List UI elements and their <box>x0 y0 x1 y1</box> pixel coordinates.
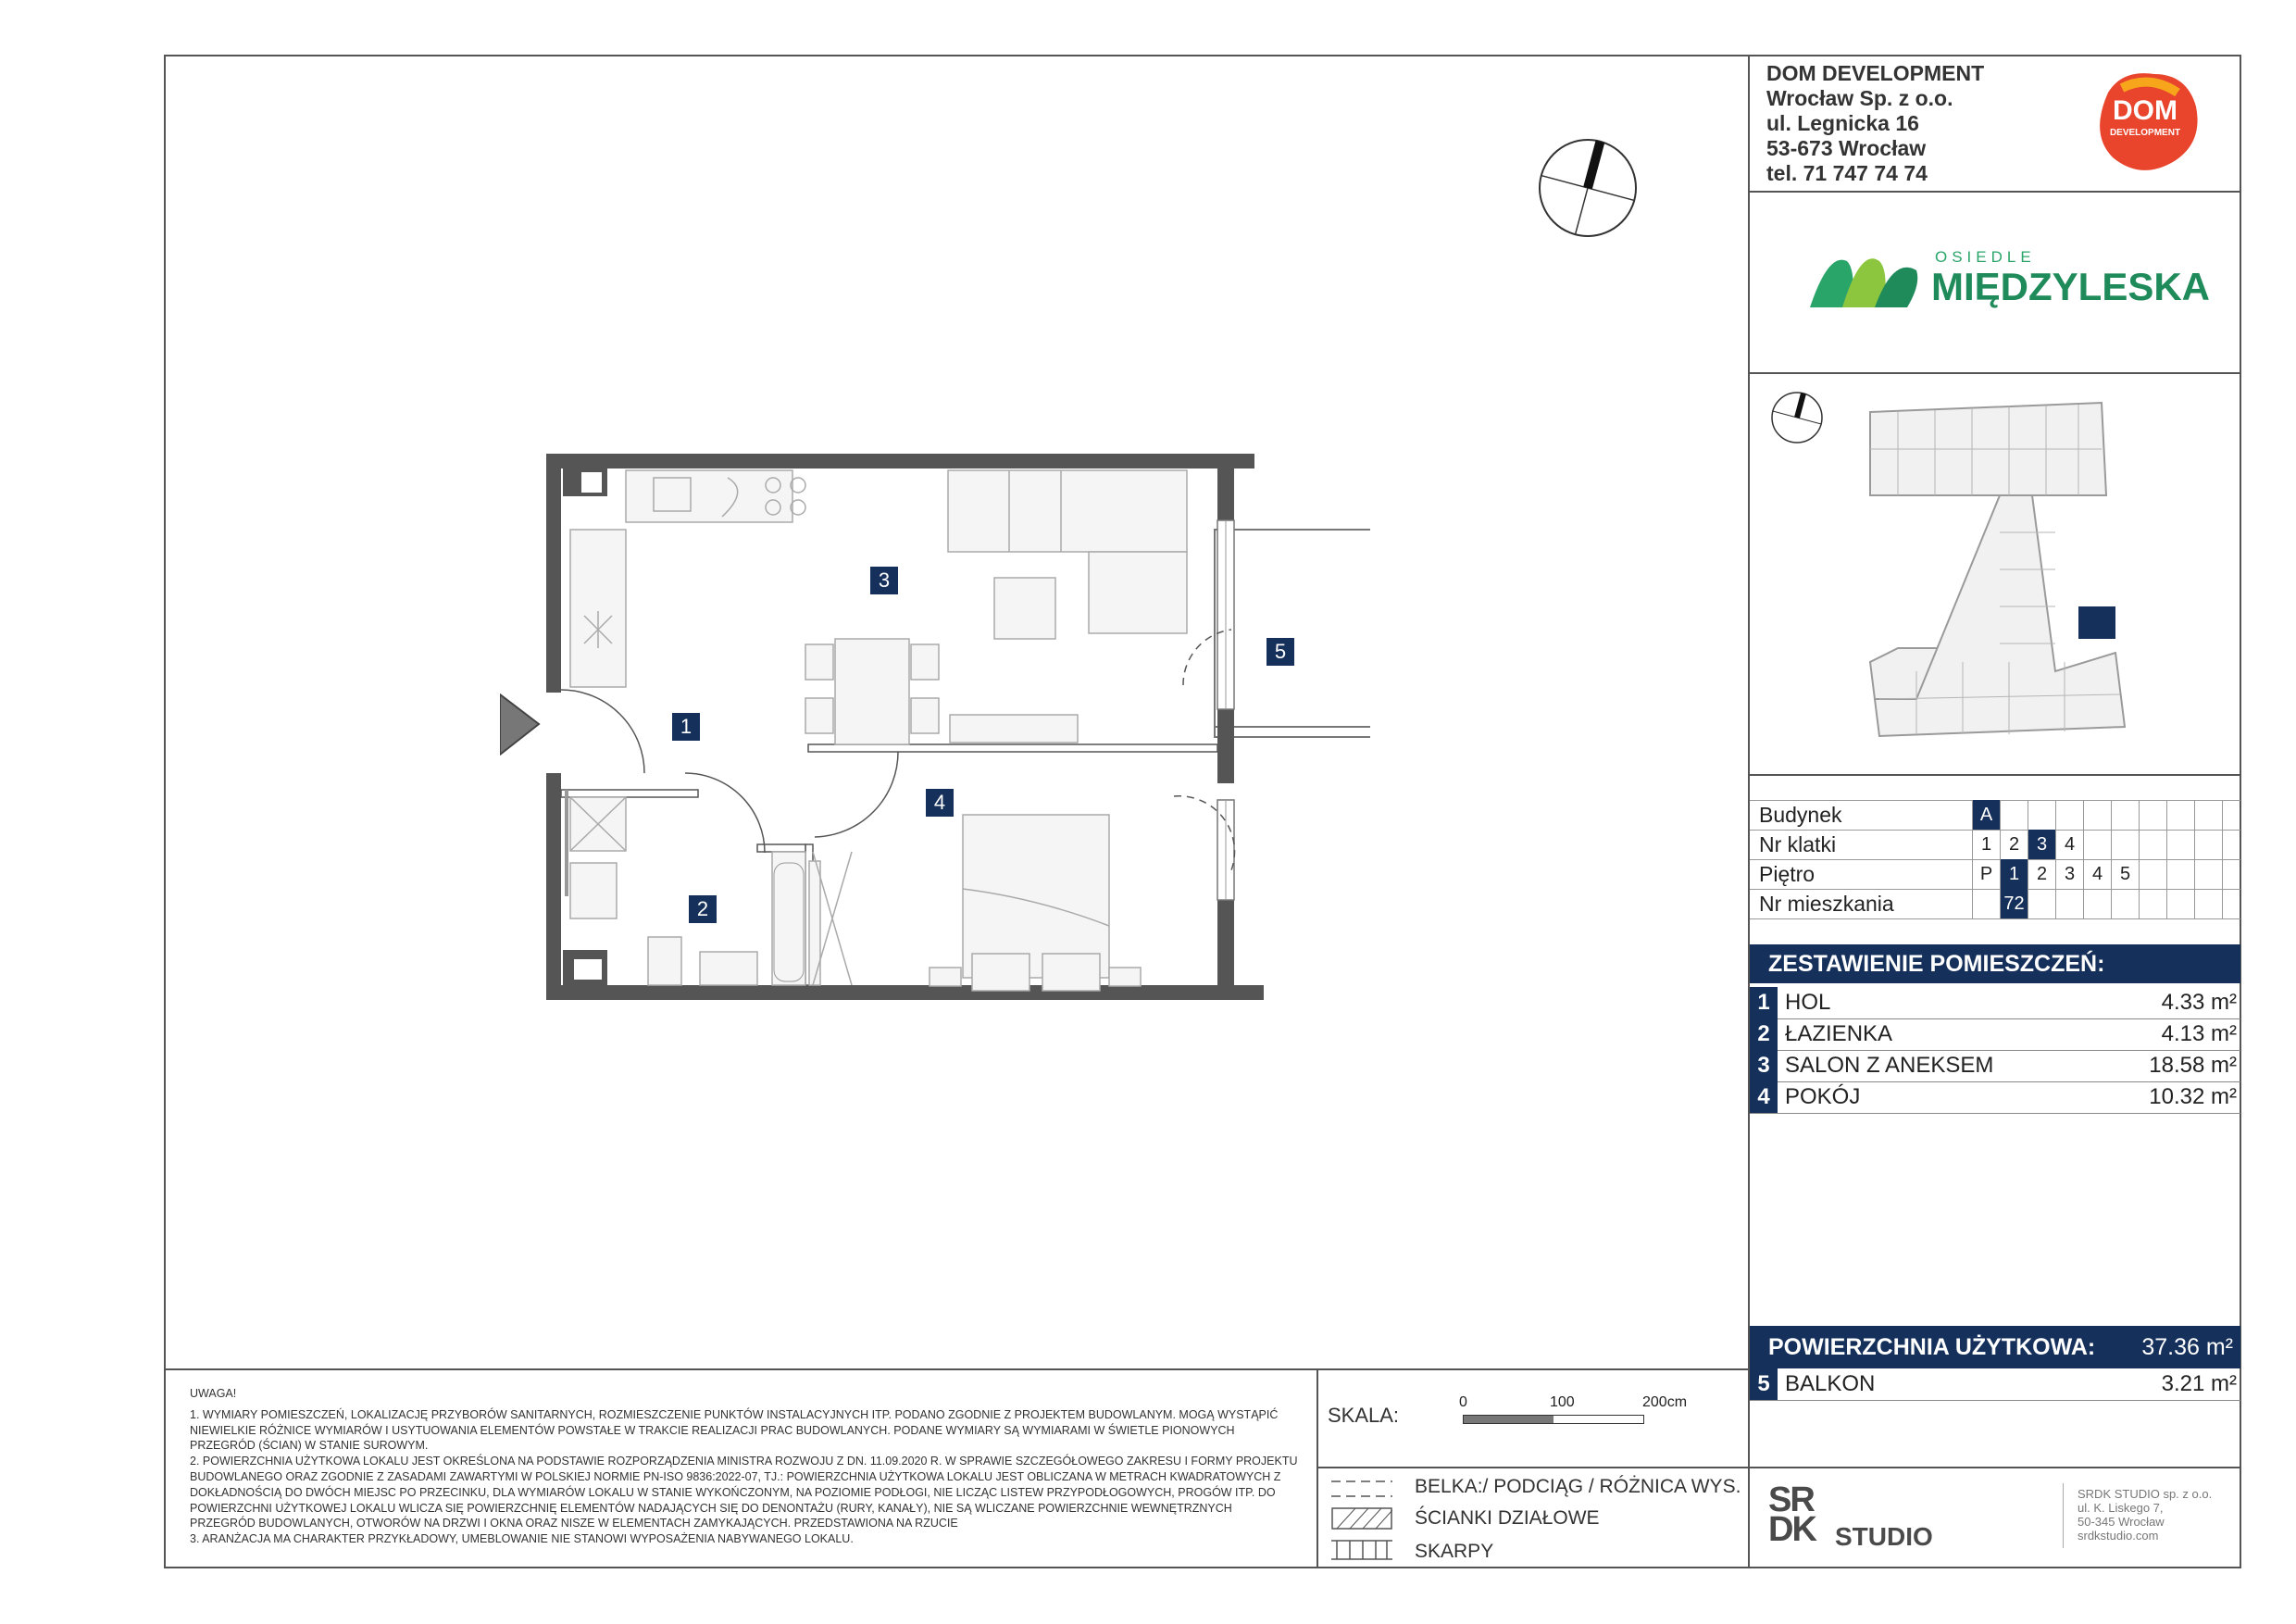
company-line: DOM DEVELOPMENT <box>1766 61 1985 85</box>
selector-label: Budynek <box>1759 803 1842 827</box>
studio-address-line: 50-345 Wrocław <box>2078 1515 2165 1529</box>
logo-text-dom: DOM <box>2113 95 2177 126</box>
floor-option[interactable]: 2 <box>2028 859 2055 889</box>
floor-plan <box>500 444 1370 1018</box>
studio-address-separator <box>2063 1483 2064 1548</box>
scale-label: SKALA: <box>1328 1404 1400 1427</box>
company-line: ul. Legnicka 16 <box>1766 111 1919 135</box>
selector-label: Piętro <box>1759 862 1816 886</box>
studio-logo-bottom: DK <box>1768 1510 1816 1549</box>
company-line: tel. 71 747 74 74 <box>1766 161 1928 185</box>
legend-partition-label: ŚCIANKI DZIAŁOWE <box>1415 1507 1600 1529</box>
studio-logo-word: STUDIO <box>1835 1522 1933 1551</box>
floor-option[interactable]: 1 <box>2000 859 2028 889</box>
building-option[interactable]: A <box>1972 800 2000 830</box>
staircase-option[interactable]: 2 <box>2000 830 2028 859</box>
studio-divider <box>1748 1467 2241 1468</box>
usable-area-bar <box>1750 1326 2240 1368</box>
building-key-plan <box>1861 394 2139 745</box>
balcony-row <box>1750 1368 2240 1401</box>
north-compass-icon <box>1537 137 1639 239</box>
srdk-studio-logo <box>1768 1480 1953 1551</box>
company-address <box>1766 61 1984 186</box>
staircase-option[interactable]: 3 <box>2028 830 2055 859</box>
room-number: 1 <box>1750 987 1778 1018</box>
room-area: 18.58 m² <box>2149 1053 2237 1078</box>
plan-label-salon: 3 <box>870 567 898 594</box>
room-area: 4.33 m² <box>2161 990 2237 1015</box>
legend-beam-icon <box>1331 1478 1392 1500</box>
company-divider <box>1748 191 2241 193</box>
small-compass-icon <box>1770 391 1824 444</box>
notes-block <box>190 1386 1301 1547</box>
studio-logo-top: SR <box>1768 1480 1814 1519</box>
room-number: 3 <box>1750 1050 1778 1081</box>
legend-beam-label: BELKA:/ PODCIĄG / RÓŻNICA WYS. <box>1415 1476 1741 1497</box>
legend-slope-label: SKARPY <box>1415 1541 1494 1562</box>
studio-address <box>2078 1487 2212 1543</box>
staircase-option[interactable]: 4 <box>2055 830 2083 859</box>
scale-bar <box>1463 1415 1644 1424</box>
selector-label: Nr klatki <box>1759 832 1837 856</box>
room-name: POKÓJ <box>1785 1084 1861 1109</box>
room-number: 5 <box>1750 1368 1778 1400</box>
room-name: SALON Z ANEKSEM <box>1785 1053 1994 1078</box>
note-item: 3. ARANŻACJA MA CHARAKTER PRZYKŁADOWY, UMEBLOWANIE NIE STANOWI WYPOSAŻENIA NABYWANEGO LOKALU. <box>190 1532 854 1546</box>
selector-grid <box>1750 800 2240 918</box>
project-prefix: OSIEDLE <box>1935 248 2036 266</box>
legend-partition-icon <box>1331 1507 1392 1530</box>
studio-address-line: SRDK STUDIO sp. z o.o. <box>2078 1487 2213 1501</box>
plan-label-lazienka: 2 <box>689 895 717 923</box>
keyplan-divider <box>1748 774 2241 776</box>
notes-divider <box>1316 1368 1318 1568</box>
project-divider <box>1748 372 2241 374</box>
floor-option[interactable]: 3 <box>2055 859 2083 889</box>
floor-option[interactable]: 5 <box>2111 859 2139 889</box>
scale-divider <box>1316 1467 1748 1468</box>
scale-bar-fill <box>1464 1416 1554 1423</box>
floor-option[interactable]: 4 <box>2083 859 2111 889</box>
company-line: Wrocław Sp. z o.o. <box>1766 86 1953 110</box>
room-row <box>1750 1081 2240 1114</box>
plan-label-hol: 1 <box>672 713 700 741</box>
room-area: 4.13 m² <box>2161 1021 2237 1046</box>
room-name: BALKON <box>1785 1371 1876 1396</box>
scale-tick-100: 100 <box>1550 1394 1575 1410</box>
room-name: ŁAZIENKA <box>1785 1021 1893 1046</box>
room-number: 2 <box>1750 1018 1778 1050</box>
apartment-option[interactable]: 72 <box>2000 889 2028 918</box>
project-logo <box>1805 243 2211 317</box>
company-line: 53-673 Wrocław <box>1766 136 1927 160</box>
plan-label-pokoj: 4 <box>926 789 954 817</box>
room-row <box>1750 987 2240 1019</box>
studio-address-line: srdkstudio.com <box>2078 1529 2159 1543</box>
staircase-option[interactable]: 1 <box>1972 830 2000 859</box>
selector-label: Nr mieszkania <box>1759 892 1894 916</box>
room-number: 4 <box>1750 1081 1778 1113</box>
note-item: 1. WYMIARY POMIESZCZEŃ, LOKALIZACJĘ PRZYBORÓW SANITARNYCH, ROZMIESZCZENIE PUNKTÓW INSTALACYJNYCH ITP. PODANO ZGODNIE Z PROJEKTEM BUDOWLANYM. MOGĄ WYSTĄPIĆ NIEWIELKIE RÓŻNICE WYMIARÓW I USYTUOWANIA ELEMENTÓW POWSTAŁE W TRAKCIE REALIZACJI PRAC BUDOWLANYCH. PODANE WYMIARY SĄ WYMIARAMI W ŚWIETLE PIONOWYCH PRZEGRÓD (ŚCIAN) W STANIE SUROWYM. <box>190 1407 1279 1453</box>
dom-development-logo <box>2085 65 2205 176</box>
project-name: MIĘDZYLESKA <box>1931 265 2211 308</box>
scale-tick-200: 200cm <box>1642 1394 1688 1410</box>
logo-text-development: DEVELOPMENT <box>2109 128 2181 138</box>
room-area: 10.32 m² <box>2149 1084 2237 1109</box>
studio-address-line: ul. K. Liskego 7, <box>2078 1501 2164 1515</box>
room-name: HOL <box>1785 990 1831 1015</box>
scale-tick-0: 0 <box>1459 1394 1467 1410</box>
notes-title: UWAGA! <box>190 1387 237 1400</box>
rooms-header: ZESTAWIENIE POMIESZCZEŃ: <box>1750 944 2240 983</box>
legend-slope-icon <box>1331 1539 1392 1561</box>
bottom-panel-divider <box>164 1368 1748 1370</box>
floor-option[interactable]: P <box>1972 859 2000 889</box>
room-area: 3.21 m² <box>2161 1371 2237 1396</box>
room-row <box>1750 1018 2240 1051</box>
plan-label-balkon: 5 <box>1267 638 1294 666</box>
note-item: 2. POWIERZCHNIA UŻYTKOWA LOKALU JEST OKREŚLONA NA PODSTAWIE ROZPORZĄDZENIA MINISTRA ROZWOJU Z DN. 11.09.2020 R. W SPRAWIE SZCZEGÓŁOWEGO ZAKRESU I FORMY PROJEKTU BUDOWLANEGO ORAZ ZGODNIE Z ZASADAMI ZAWARTYMI W POLSKIEJ NORMIE PN-ISO 9836:2022-07, TJ.: POWIERZCHNIA UŻYTKOWA LOKALU JEST OBLICZANA W METRACH KWADRATOWYCH Z DOKŁADNOŚCIĄ DO DWÓCH MIEJSC PO PRZECINKU, DLA WYMIARÓW LOKALU W STANIE WYKOŃCZONYM, NA POZIOMIE PODŁOGI, NIE LICZĄC LISTEW PRZYPODŁOGOWYCH, PROGÓW ITP. DO POWIERZCHNI UŻYTKOWEJ LOKALU WLICZA SIĘ POWIERZCHNIĘ ELEMENTÓW NADAJĄCYCH SIĘ DO DENONTAŻU (RURY, KANAŁY), NIE SĄ WLICZANE POWIERZCHNIE WEWNĘTRZNYCH PRZEGRÓD BUDOWLANYCH, OTWORÓW NA DRZWI I OKNA ORAZ NISZE W ELEMENTACH ZAMYKAJĄCYCH. PRZEDSTAWIONA NA RZUCIE <box>190 1455 1298 1530</box>
usable-area-value: 37.36 m² <box>2141 1334 2233 1360</box>
usable-area-label: POWIERZCHNIA UŻYTKOWA: <box>1768 1334 2096 1360</box>
room-row <box>1750 1050 2240 1082</box>
